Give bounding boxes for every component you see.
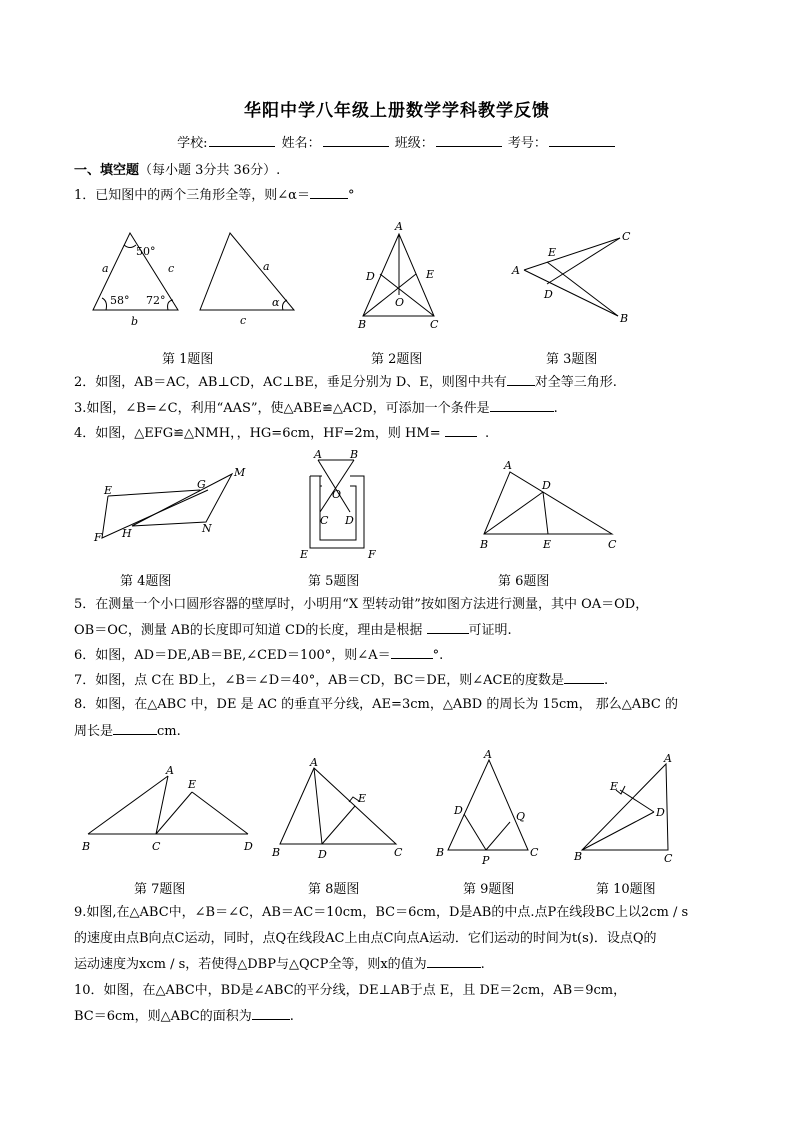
fig10-E: E bbox=[610, 780, 619, 793]
fig10-A: A bbox=[664, 752, 672, 765]
question-3-end: . bbox=[553, 401, 558, 416]
figure-1 bbox=[88, 228, 298, 328]
question-8-line-1: 8．如图，在△ABC 中，DE 是 AC 的垂直平分线，AE=3cm，△ABD 的周长为 15cm， 那么△ABC 的 bbox=[74, 697, 678, 712]
fig8-D: D bbox=[318, 848, 327, 861]
caption-10: 第 10题图 bbox=[596, 882, 656, 897]
answer-blank-5[interactable] bbox=[427, 621, 469, 634]
fig8-C: C bbox=[394, 846, 403, 859]
fig4-M: M bbox=[234, 466, 246, 479]
caption-3: 第 3题图 bbox=[546, 352, 598, 367]
fig4-E: E bbox=[104, 484, 113, 497]
fig3-C: C bbox=[622, 230, 631, 243]
fig1-side-b: b bbox=[131, 315, 139, 328]
figure-7 bbox=[80, 762, 260, 857]
fig3-E: E bbox=[548, 246, 557, 259]
caption-2: 第 2题图 bbox=[371, 352, 423, 367]
fig10-D: D bbox=[656, 806, 665, 819]
question-7 bbox=[74, 671, 608, 690]
fig7-B: B bbox=[82, 840, 91, 853]
figure-3 bbox=[510, 226, 635, 326]
fig5-E: E bbox=[300, 548, 309, 561]
class-blank[interactable] bbox=[436, 146, 502, 147]
fig5-B: B bbox=[350, 448, 359, 461]
fig9-A: A bbox=[484, 748, 492, 761]
question-10-end: . bbox=[289, 1009, 294, 1024]
exam-no-blank[interactable] bbox=[549, 146, 615, 147]
fig2-D: D bbox=[366, 270, 375, 283]
fig4-N: N bbox=[202, 522, 212, 535]
question-6 bbox=[74, 646, 443, 665]
fig3-B: B bbox=[620, 312, 629, 325]
fig6-D: D bbox=[542, 479, 551, 492]
question-6-end: °. bbox=[432, 648, 444, 663]
caption-6: 第 6题图 bbox=[498, 574, 550, 589]
question-2 bbox=[74, 373, 617, 392]
question-9-line-2: 的速度由点B向点C运动，同时，点Q在线段AC上由点C向点A运动．它们运动的时间为t(s)．设点Q的 bbox=[74, 931, 657, 946]
fig10-C: C bbox=[664, 852, 673, 865]
question-10-text: BC＝6cm，则△ABC的面积为 bbox=[74, 1009, 252, 1024]
question-4-text: 4．如图，△EFG≌△NMH，，HG=6cm，HF=2m，则 HM= bbox=[74, 426, 441, 441]
fig3-A: A bbox=[512, 264, 520, 277]
question-9-text: 运动速度为xcm / s，若使得△DBP与△QCP全等，则x的值为 bbox=[74, 957, 427, 972]
fig1-angle-right: 72° bbox=[146, 294, 166, 307]
caption-7: 第 7题图 bbox=[134, 882, 186, 897]
fig1-side-c: c bbox=[168, 262, 175, 275]
figure-10 bbox=[572, 752, 682, 864]
answer-blank-1[interactable] bbox=[310, 186, 348, 199]
question-4 bbox=[74, 424, 489, 443]
question-9-line-3 bbox=[74, 955, 485, 974]
figure-8 bbox=[270, 758, 410, 860]
answer-blank-3[interactable] bbox=[490, 399, 554, 412]
figure-5 bbox=[298, 448, 380, 560]
fig1-angle-top: 50° bbox=[136, 245, 156, 258]
fig6-E: E bbox=[543, 538, 552, 551]
answer-blank-4[interactable] bbox=[445, 424, 477, 437]
school-blank[interactable] bbox=[209, 146, 275, 147]
fig6-A: A bbox=[504, 459, 512, 472]
question-5-line-2 bbox=[74, 621, 512, 640]
caption-4: 第 4题图 bbox=[120, 574, 172, 589]
answer-blank-10[interactable] bbox=[252, 1007, 290, 1020]
fig7-E: E bbox=[188, 778, 197, 791]
answer-blank-2[interactable] bbox=[507, 373, 535, 386]
fig8-A: A bbox=[310, 756, 318, 769]
fig2-O: O bbox=[395, 296, 405, 309]
fig10-B: B bbox=[574, 850, 583, 863]
fig1-alpha: α bbox=[272, 296, 280, 309]
student-info-row bbox=[0, 132, 794, 151]
fig7-A: A bbox=[166, 764, 174, 777]
question-2-text: 2．如图，AB＝AC，AB⊥CD，AC⊥BE，垂足分别为 D、E，则图中共有 bbox=[74, 375, 507, 390]
question-2-end: 对全等三角形. bbox=[534, 375, 617, 390]
fig1-side-a2: a bbox=[263, 260, 270, 273]
figure-4 bbox=[92, 466, 252, 546]
fig9-C: C bbox=[530, 846, 539, 859]
fig6-C: C bbox=[608, 538, 617, 551]
question-5-text: OB＝OC，测量 AB的长度即可知道 CD的长度，理由是根据 bbox=[74, 623, 423, 638]
fig5-C: C bbox=[320, 514, 329, 527]
fig2-E: E bbox=[426, 268, 435, 281]
question-7-text: 7．如图，点 C在 BD上，∠B＝∠D＝40°，AB＝CD，BC＝DE，则∠ACE的度数是 bbox=[74, 673, 564, 688]
figure-6 bbox=[476, 458, 626, 553]
caption-5: 第 5题图 bbox=[308, 574, 360, 589]
fig2-B: B bbox=[358, 318, 367, 331]
question-5-line-1: 5．在测量一个小口圆形容器的壁厚时，小明用“X 型转动钳”按如图方法进行测量，其中 OA＝OD， bbox=[74, 597, 649, 612]
caption-9: 第 9题图 bbox=[463, 882, 515, 897]
fig9-D: D bbox=[454, 804, 463, 817]
school-label: 学校: bbox=[177, 136, 208, 151]
fig5-A: A bbox=[314, 448, 322, 461]
fig1-angle-left: 58° bbox=[110, 294, 130, 307]
fig1-side-c2: c bbox=[240, 314, 247, 327]
answer-blank-7[interactable] bbox=[564, 671, 604, 684]
fig6-B: B bbox=[480, 538, 489, 551]
question-6-text: 6．如图，AD＝DE,AB＝BE,∠CED＝100°，则∠A＝ bbox=[74, 648, 391, 663]
question-5-end: 可证明. bbox=[468, 623, 512, 638]
question-8-end: cm. bbox=[157, 724, 181, 739]
name-label: 姓名： bbox=[281, 136, 321, 151]
fig4-G: G bbox=[197, 478, 206, 491]
fig2-A: A bbox=[395, 220, 403, 233]
question-1 bbox=[74, 186, 354, 205]
fig4-F: F bbox=[94, 531, 102, 544]
question-10-line-1: 10．如图，在△ABC中，BD是∠ABC的平分线，DE⊥AB于点 E，且 DE＝2cm，AB＝9cm， bbox=[74, 983, 627, 998]
question-1-end: ° bbox=[347, 188, 355, 203]
fig9-P: P bbox=[482, 854, 490, 867]
fig4-H: H bbox=[122, 527, 132, 540]
section-title: 一、填空题 bbox=[74, 163, 140, 178]
exam-no-label: 考号： bbox=[507, 136, 547, 151]
answer-blank-9[interactable] bbox=[427, 955, 481, 968]
page-title: 华阳中学八年级上册数学学科教学反馈 bbox=[244, 101, 550, 121]
question-8-text: 周长是 bbox=[74, 724, 114, 739]
fig5-D: D bbox=[345, 514, 354, 527]
fig2-C: C bbox=[430, 318, 439, 331]
fig5-F: F bbox=[368, 548, 376, 561]
fig8-E: E bbox=[358, 792, 367, 805]
question-4-end: . bbox=[485, 426, 490, 441]
answer-blank-6[interactable] bbox=[391, 646, 433, 659]
figure-2 bbox=[358, 220, 448, 332]
question-1-text: 1．已知图中的两个三角形全等，则∠α＝ bbox=[74, 188, 310, 203]
question-7-end: . bbox=[603, 673, 609, 688]
question-8-line-2 bbox=[74, 722, 181, 741]
section-note: （每小题 3分共 36分）. bbox=[139, 163, 281, 178]
fig9-Q: Q bbox=[516, 810, 526, 823]
fig7-C: C bbox=[152, 840, 161, 853]
fig7-D: D bbox=[244, 840, 253, 853]
fig5-O: O bbox=[332, 488, 342, 501]
fig8-B: B bbox=[272, 846, 281, 859]
fig1-side-a: a bbox=[102, 262, 109, 275]
caption-8: 第 8题图 bbox=[308, 882, 360, 897]
figure-9 bbox=[434, 748, 544, 866]
fig9-B: B bbox=[436, 846, 445, 859]
question-3-text: 3.如图，∠B=∠C，利用“AAS”，使△ABE≌△ACD，可添加一个条件是 bbox=[74, 401, 490, 416]
question-9-line-1: 9.如图,在△ABC中，∠B＝∠C，AB＝AC＝10cm，BC＝6cm，D是AB的中点.点P在线段BC上以2cm / s bbox=[74, 905, 689, 920]
answer-blank-8[interactable] bbox=[113, 722, 157, 735]
caption-1: 第 1题图 bbox=[162, 352, 214, 367]
name-blank[interactable] bbox=[323, 146, 389, 147]
section-heading bbox=[74, 162, 280, 180]
question-3 bbox=[74, 399, 558, 418]
class-label: 班级： bbox=[394, 136, 434, 151]
fig3-D: D bbox=[544, 288, 553, 301]
question-9-end: . bbox=[480, 957, 485, 972]
question-10-line-2 bbox=[74, 1007, 294, 1026]
